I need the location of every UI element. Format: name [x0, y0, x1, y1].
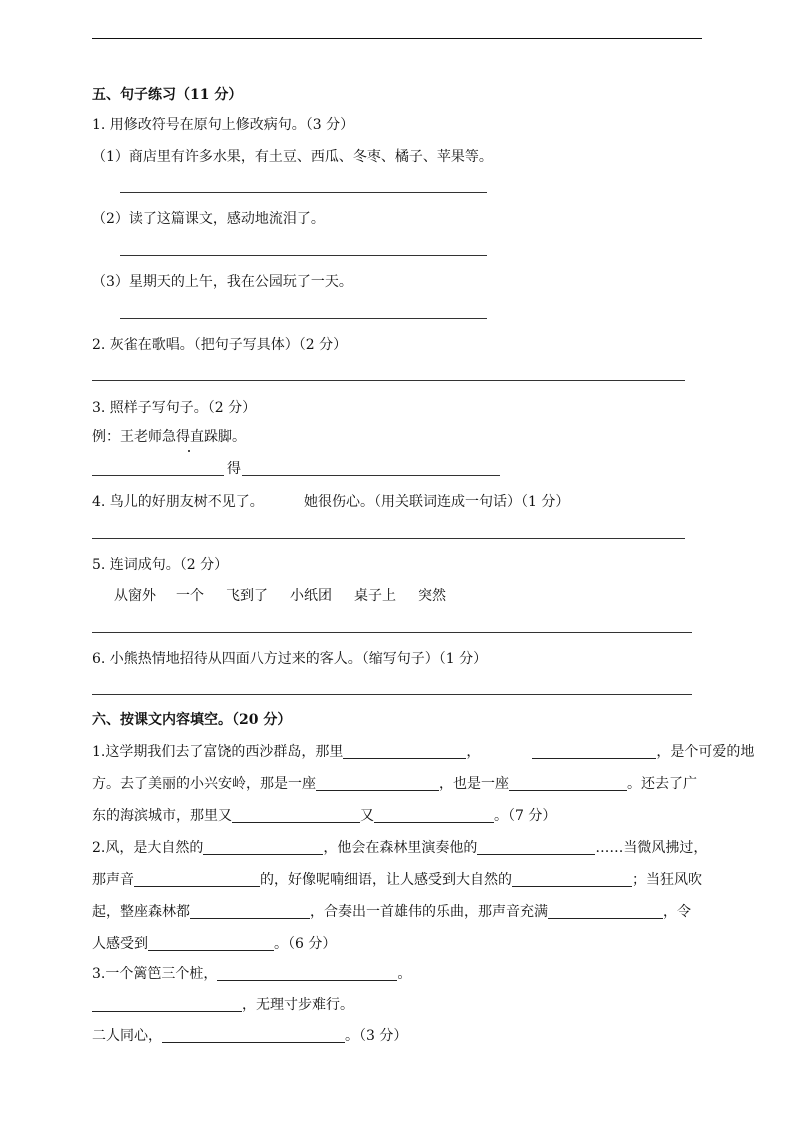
answer-line[interactable] — [92, 380, 685, 381]
text: 又 — [360, 808, 374, 824]
text: ……当微风拂过， — [595, 840, 708, 856]
fill-blank[interactable] — [532, 743, 656, 759]
fill-blank[interactable] — [162, 1027, 345, 1043]
answer-line[interactable] — [92, 538, 685, 539]
q1-prompt: 1. 用修改符号在原句上修改病句。（3 分） — [92, 117, 355, 133]
fill-blank[interactable] — [190, 903, 310, 919]
text: ，他会在森林里演奏他的 — [323, 840, 478, 856]
fill-blank[interactable] — [512, 871, 632, 887]
s6-q3-line-3 — [92, 1027, 407, 1045]
text: 东的海滨城市，那里又 — [92, 808, 232, 824]
s6-q1-line-3 — [92, 807, 556, 825]
text: 。（3 分） — [345, 1028, 408, 1044]
text: ，令 — [663, 904, 691, 920]
s6-q3-line-2 — [92, 996, 354, 1014]
text: 3.一个篱笆三个桩， — [92, 966, 218, 982]
text: 1.这学期我们去了富饶的西沙群岛，那里 — [92, 744, 344, 760]
text: 。 — [397, 966, 412, 982]
q6-prompt: 6. 小熊热情地招待从四面八方过来的客人。（缩写句子）（1 分） — [92, 651, 488, 667]
s6-q2-line-3 — [92, 903, 691, 921]
text: ，是个可爱的地 — [656, 744, 755, 760]
fill-blank[interactable] — [477, 839, 595, 855]
text: ，合奏出一首雄伟的乐曲，那声音充满 — [310, 904, 548, 920]
q1-item-2: （2）读了这篇课文，感动地流泪了。 — [92, 211, 325, 227]
q3-mid-char: 得 — [227, 461, 241, 477]
q1-item-1: （1）商店里有许多水果，有土豆、西瓜、冬枣、橘子、苹果等。 — [92, 149, 493, 165]
text: ， — [466, 744, 481, 760]
q5-prompt: 5. 连词成句。（2 分） — [92, 557, 229, 573]
s6-q1-line-1 — [92, 743, 754, 761]
answer-line[interactable] — [120, 192, 487, 193]
q5-word: 从窗外 — [114, 588, 156, 604]
text: 的，好像呢喃细语，让人感受到大自然的 — [260, 872, 512, 888]
fill-blank[interactable] — [92, 996, 242, 1012]
q5-word: 桌子上 — [354, 588, 396, 604]
s6-q3-line-1 — [92, 965, 411, 983]
fill-blank[interactable] — [232, 807, 360, 823]
text: 2.风，是大自然的 — [92, 840, 204, 856]
text: ，无理寸步难行。 — [242, 997, 354, 1013]
q5-word: 一个 — [176, 588, 204, 604]
q5-word: 飞到了 — [226, 588, 268, 604]
text: 人感受到 — [92, 936, 148, 952]
answer-line[interactable] — [242, 475, 500, 476]
fill-blank[interactable] — [148, 935, 274, 951]
s6-q2-line-2 — [92, 871, 702, 889]
q3-example: 例：王老师急得直跺脚。 — [92, 429, 246, 445]
answer-line[interactable] — [92, 694, 692, 695]
text: 方。去了美丽的小兴安岭，那是一座 — [92, 776, 316, 792]
text: 。（6 分） — [274, 936, 337, 952]
q4-prompt-b: 她很伤心。（用关联词连成一句话）（1 分） — [304, 494, 570, 510]
s6-q2-line-4 — [92, 935, 336, 953]
emphasis-dot — [188, 450, 190, 452]
text: 二人同心， — [92, 1028, 162, 1044]
text: 。还去了广 — [627, 776, 697, 792]
fill-blank[interactable] — [316, 775, 439, 791]
fill-blank[interactable] — [509, 775, 627, 791]
answer-line[interactable] — [92, 632, 692, 633]
answer-line[interactable] — [120, 255, 487, 256]
text: 那声音 — [92, 872, 134, 888]
text: ；当狂风吹 — [632, 872, 702, 888]
fill-blank[interactable] — [203, 839, 323, 855]
header-rule — [92, 38, 702, 39]
text: ，也是一座 — [439, 776, 509, 792]
q4-prompt-a: 4. 鸟儿的好朋友树不见了。 — [92, 494, 264, 510]
q3-prompt: 3. 照样子写句子。（2 分） — [92, 400, 257, 416]
text: 起，整座森林都 — [92, 904, 190, 920]
fill-blank[interactable] — [343, 743, 466, 759]
s6-q1-line-2 — [92, 775, 697, 793]
q2-prompt: 2. 灰雀在歌唱。（把句子写具体）（2 分） — [92, 337, 348, 353]
answer-line[interactable] — [92, 475, 224, 476]
section-5-title: 五、句子练习（11 分） — [92, 87, 243, 103]
fill-blank[interactable] — [374, 807, 494, 823]
q5-word: 小纸团 — [290, 588, 332, 604]
q1-item-3: （3）星期天的上午，我在公园玩了一天。 — [92, 274, 353, 290]
s6-q2-line-1 — [92, 839, 707, 857]
section-6-title: 六、按课文内容填空。（20 分） — [92, 712, 292, 728]
answer-line[interactable] — [120, 318, 487, 319]
q5-word: 突然 — [418, 588, 446, 604]
text: 。（7 分） — [494, 808, 557, 824]
fill-blank[interactable] — [134, 871, 260, 887]
fill-blank[interactable] — [217, 965, 397, 981]
fill-blank[interactable] — [548, 903, 663, 919]
